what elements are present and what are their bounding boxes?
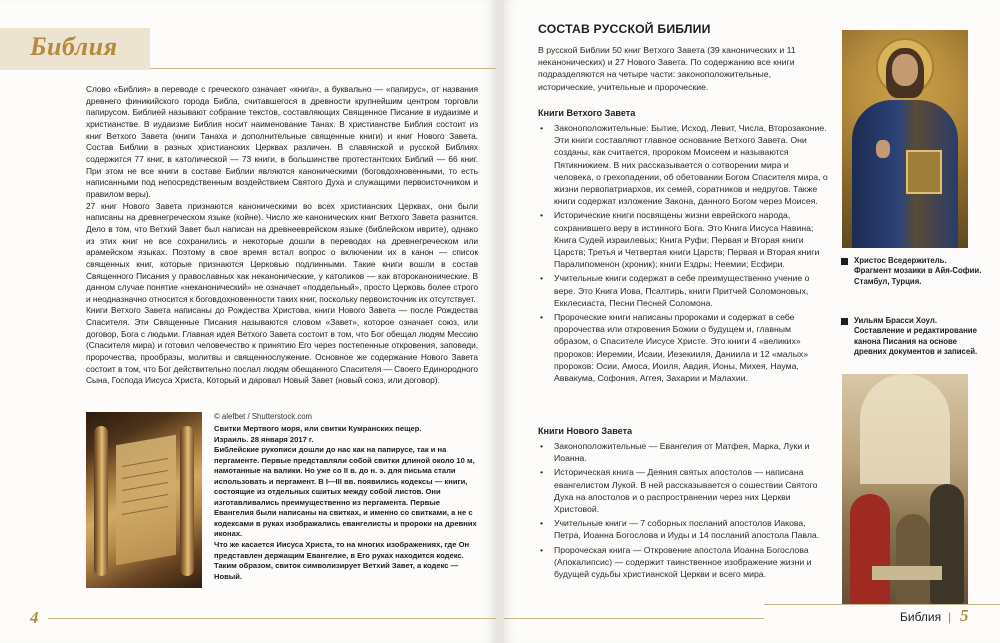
footer-divider — [504, 618, 764, 619]
photo-caption — [214, 424, 478, 582]
caption-line: Свитки Мертвого моря, или свитки Кумранских пещер. — [214, 424, 422, 433]
paragraph: Слово «Библия» в переводе с греческого означает «книга», а буквально — «папирус», от названия древнего финикийского города Библа, считавшегося в древности крупнейшим центром торговли папирусом. Библией называют собрание текстов, составляющих Священное Писание в иудаизме и христианстве. В иудаизме Библия носит наименование Танах. В христианстве Библия состоит из книг Ветхого Завета (книги Танаха и дополнительные священные книги) и книг Нового Завета. Состав Библии в разных христианских Церквах различен. В славянской и русской Библиях содержится 77 книг, в католической — 73 книги, в большинстве протестантских Библий — 66 книг. При этом не все книги в составе Библии являются каноническими (боговдохновенными, то есть написанными под непосредственным воздействием Святого Духа и служащими первоисточником и правилом веры). — [86, 84, 478, 199]
footer-section-label: Библия — [900, 610, 942, 624]
scroll-sheet — [116, 435, 176, 566]
arch — [860, 374, 950, 484]
caption-line: Израиль. 28 января 2017 г. — [214, 434, 314, 444]
mosaic-caption: Христос Вседержитель. Фрагмент мозаики в Айя-Софии. Стамбул, Турция. — [854, 256, 982, 287]
scroll-roll — [180, 426, 194, 576]
figure — [850, 494, 890, 604]
face — [892, 54, 918, 86]
list-item: • Учительные книги содержат в себе преимущественно учение о вере. Это Книга Иова, Псалтирь, книги Притчей Соломоновых, Екклесиаста, Песни Песней Соломона. — [538, 272, 828, 309]
robe — [852, 100, 958, 248]
header-divider — [150, 68, 496, 69]
page-number: 5 — [960, 606, 969, 625]
list-item: • Пророческая книга — Откровение апостола Иоанна Богослова (Апокалипсис) — содержит таинственное изображение жизни и будущей судьбы христианской Церкви и всего мира. — [538, 544, 828, 581]
ot-list — [538, 122, 828, 386]
page-title: Библия — [30, 32, 118, 61]
painting-caption: Уильям Брасси Хоул. Составление и редактирование канона Писания на основе древних документов и записей. — [854, 316, 982, 358]
list-item: • Законоположительные — Евангелия от Матфея, Марка, Луки и Иоанна. — [538, 440, 828, 464]
left-page — [0, 0, 496, 643]
table — [872, 566, 942, 580]
figure — [896, 514, 930, 604]
scroll-roll — [94, 426, 108, 576]
gospel-book — [906, 150, 942, 194]
list-item: • Пророческие книги написаны пророками и содержат в себе пророчества или откровения Божии о будущем и, главным образом, о Спасителе Иисусе Христе. Это книги 4 «великих» пророков: Иеремии, Исаии, Иезекииля, Даниила и 12 «малых» пророков: Осии, Амоса, Иоиля, Авдия, Ионы, Михея, Наума, Аввакума, Софония, Аггея, Захарии и Малахии. — [538, 311, 828, 384]
hand — [876, 140, 890, 158]
section-title: СОСТАВ РУССКОЙ БИБЛИИ — [538, 22, 711, 36]
caption-line: Что же касается Иисуса Христа, то на многих изображениях, где Он представлен держащим Евангелие, в Его руках находится кодекс. Таким образом, свиток символизирует Ветхий Завет, а кодекс — Новый. — [214, 540, 470, 581]
footer-divider — [48, 618, 496, 619]
main-article — [86, 84, 478, 387]
photo-credit: © alefbet / Shutterstock.com — [214, 412, 313, 421]
ot-heading: Книги Ветхого Завета — [538, 108, 636, 118]
figure — [930, 484, 964, 604]
paragraph: 27 книг Нового Завета признаются каноническими во всех христианских Церквах, они были написаны на древнегреческом языке (койне). Число же канонических книг Ветхого Завета разнится. Дело в том, что Ветхий Завет был написан на древнееврейском языке (библейском иврите), однако из этих книг не все сохранились и некоторые дошли в переводах на древнегреческом или арамейском языках. Поэтому в свое время встал вопрос о включении их в канон — список священных книг, которые признаются Церковью подлинными. Такие книги вошли в состав Священного Писания у православных как неканонические, у католиков — как второканонические. В данном случае понятие «неканонический» не означает «поддельный», просто Церковь более строго и неодназначно относится к боговдохновенности таких книг, поскольку первоисточник их отсутствует. — [86, 200, 478, 304]
caption-line: Библейские рукописи дошли до нас как на папирусе, так и на пергаменте. Первые представляли собой свитки длиной около 10 м, намотанные на валики. Но уже со II в. до н. э. для письма стали использовать и пергамент. В I—III вв. появились кодексы — книги, состоящие из отдельных сшитых между собой листов. Они изготавливались преимущественно из пергамента. Первые Евангелия были написаны на свитках, и именно со свитками, а не с кодексами в руках изображались евангелисты и пророки на древних иконах. — [214, 445, 477, 539]
caption-square-icon — [841, 318, 848, 325]
right-page — [504, 0, 1000, 643]
nt-heading: Книги Нового Завета — [538, 426, 633, 436]
christ-mosaic-image — [842, 30, 968, 248]
nt-list — [538, 440, 828, 582]
list-item: • Историческая книга — Деяния святых апостолов — написана евангелистом Лукой. В ней рассказывается о сошествии Святого Духа на апостолов и о распространении через них Церкви Христовой. — [538, 466, 828, 515]
list-item: • Исторические книги посвящены жизни еврейского народа, сохранившего веру в истинного Бога. Это Книга Иисуса Навина; Книга Судей израилевых; Книга Руфи; Первая и Вторая книги Царств; Третья и Четвертая книги Царств; Первая и Вторая книги Паралипоменон (хроник); книги Ездры; Неемии; Есфири. — [538, 209, 828, 270]
paragraph: Книги Ветхого Завета написаны до Рождества Христова, книги Нового Завета — после Рождества Спасителя. Эти Священные Писания называются словом «Завет», которое означает союз, или договор, Бога с людьми. Главная идея Ветхого Завета состоит в том, что Бог обещал людям Мессию (Спасителя мира) и готовил человечество к принятию Его через постепенные откровения, заповеди, пророчества, прообразы, молитвы и священнослужение. Основное же содержание Нового Завета состоит в том, что Бог действительно послал людям обещанного Спасителя — Своего Единородного Сына, Господа Иисуса Христа, Который и даровал Новый Завет (новый союз, или договор). — [86, 305, 478, 386]
footer-separator: | — [948, 610, 952, 624]
caption-square-icon — [841, 258, 848, 265]
list-item: • Учительные книги — 7 соборных посланий апостолов Иакова, Петра, Иоанна Богослова и Иуды и 14 посланий апостола Павла. — [538, 517, 828, 541]
section-intro: В русской Библии 50 книг Ветхого Завета (39 канонических и 11 неканонических) и 27 Нового Завета. По содержанию все книги подразделяются на четыре части: законоположительные, исторические, учительные и пророческие. — [538, 45, 796, 92]
page-number: 4 — [30, 608, 39, 627]
list-item: • Законоположительные: Бытие, Исход, Левит, Числа, Второзаконие. Эти книги составляют главное основание Ветхого Завета. Они созданы, как считается, пророком Моисеем и называются Пятикнижием. В них рассказывается о сотворении мира и человека, о грехопадении, об обетовании Богом Спасителя мира, о жизни первопатриархов, их семей, соратников и недругов. Также книги содержат изложение Закона, данного Богом через Моисея. — [538, 122, 828, 207]
dead-sea-scrolls-photo — [86, 412, 202, 588]
canon-painting-image — [842, 374, 968, 626]
